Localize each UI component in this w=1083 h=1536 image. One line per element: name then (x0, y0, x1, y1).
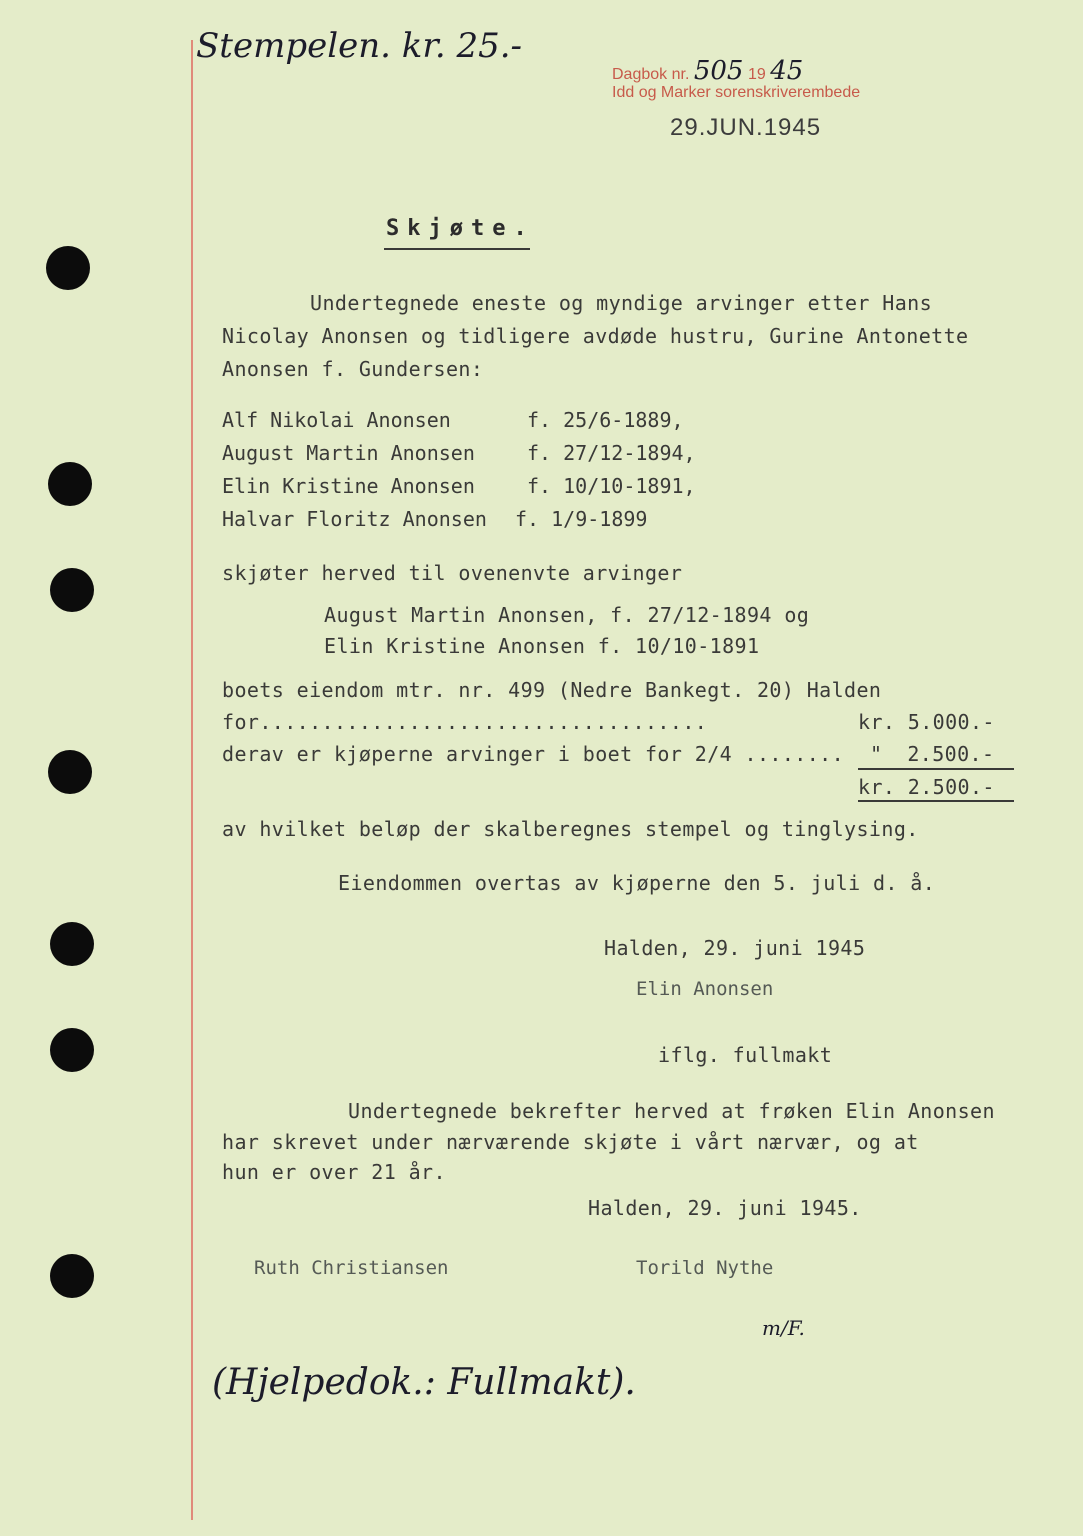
signatory-name: Elin Anonsen (636, 978, 774, 1000)
heir-name: Alf Nikolai Anonsen (222, 408, 451, 432)
heir-name: August Martin Anonsen (222, 441, 475, 465)
intro-line-3: Anonsen f. Gundersen: (222, 357, 484, 381)
handwritten-initials: m/F. (762, 1316, 805, 1340)
sum-rule (858, 768, 1014, 770)
title-underline (384, 248, 530, 250)
registry-stamp-line2: Idd og Marker sorenskriverembede (612, 84, 861, 101)
takeover-line: Eiendommen overtas av kjøperne den 5. juli d. å. (338, 871, 936, 895)
punch-hole (46, 246, 90, 290)
heir-birth: f. 10/10-1891, (527, 474, 696, 498)
stamp-duty-note: av hvilket beløp der skalberegnes stempel og tinglysing. (222, 817, 919, 841)
heir-name: Halvar Floritz Anonsen (222, 507, 487, 531)
punch-hole (50, 922, 94, 966)
heir-birth: f. 25/6-1889, (527, 408, 684, 432)
price-amount: kr. 5.000.- (858, 710, 995, 734)
share-label: derav er kjøperne arvinger i boet for 2/4 ........ (222, 742, 845, 766)
share-amount: " 2.500.- (870, 742, 995, 766)
handwritten-stamp-fee: Stempelen. kr. 25.- (196, 26, 523, 66)
place-date-2: Halden, 29. juni 1945. (588, 1196, 862, 1220)
registry-stamp-line1: Dagbok nr. 505 19 45 (612, 56, 804, 86)
witness-line-3: hun er over 21 år. (222, 1160, 446, 1184)
handwritten-footer-note: (Hjelpedok.: Fullmakt). (212, 1362, 636, 1403)
heir-name: Elin Kristine Anonsen (222, 474, 475, 498)
registry-year: 45 (770, 56, 804, 86)
total-amount: kr. 2.500.- (858, 775, 995, 799)
document-title: Skjøte. (386, 216, 535, 241)
heir-birth: f. 1/9-1899 (515, 507, 648, 531)
witness-line-1: Undertegnede bekrefter herved at frøken Elin Anonsen (348, 1099, 995, 1123)
date-stamp: 29.JUN.1945 (670, 114, 822, 141)
punch-hole (48, 750, 92, 794)
intro-line-2: Nicolay Anonsen og tidligere avdøde hustru, Gurine Antonette (222, 324, 969, 348)
power-of-attorney: iflg. fullmakt (658, 1043, 833, 1067)
punch-hole (48, 462, 92, 506)
margin-line (191, 40, 193, 1520)
place-date: Halden, 29. juni 1945 (604, 936, 866, 960)
punch-hole (50, 1254, 94, 1298)
buyer-line-2: Elin Kristine Anonsen f. 10/10-1891 (324, 634, 760, 658)
intro-line-1: Undertegnede eneste og myndige arvinger etter Hans (310, 291, 933, 315)
witness-line-2: har skrevet under nærværende skjøte i vårt nærvær, og at (222, 1130, 919, 1154)
punch-hole (50, 568, 94, 612)
punch-hole (50, 1028, 94, 1072)
total-rule (858, 800, 1014, 802)
transfer-line: skjøter herved til ovenenvte arvinger (222, 561, 683, 585)
witness-name: Torild Nythe (636, 1257, 774, 1279)
registry-number: 505 (693, 56, 744, 86)
buyer-line-1: August Martin Anonsen, f. 27/12-1894 og (324, 603, 810, 627)
price-label: for.................................... (222, 710, 708, 734)
heir-birth: f. 27/12-1894, (527, 441, 696, 465)
property-line: boets eiendom mtr. nr. 499 (Nedre Bankegt. 20) Halden (222, 678, 882, 702)
witness-name: Ruth Christiansen (254, 1257, 449, 1279)
